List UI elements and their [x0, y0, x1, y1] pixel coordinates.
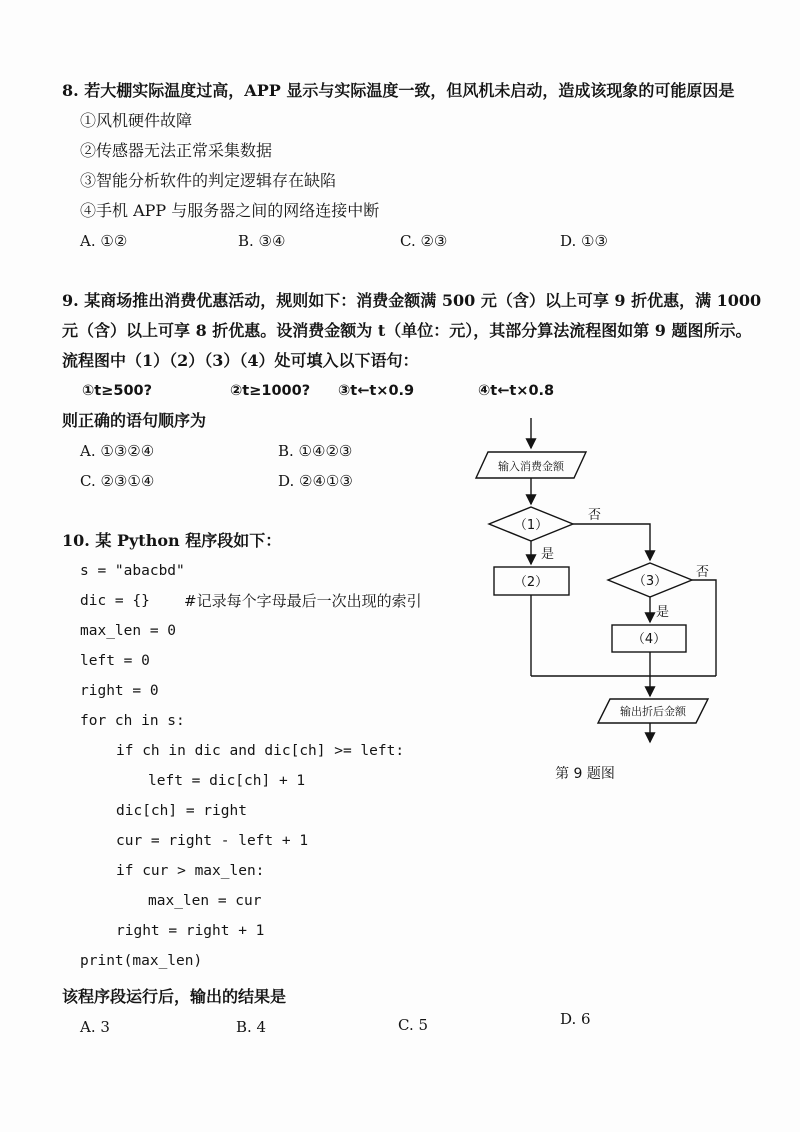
- q8-item-3: ③智能分析软件的判定逻辑存在缺陷: [80, 171, 337, 190]
- code-line-13: right = right + 1: [116, 923, 265, 939]
- code-line-7: if ch in dic and dic[ch] >= left:: [116, 743, 405, 759]
- q9-statement-4: ④t←t×0.8: [478, 383, 555, 399]
- code-line-11: if cur > max_len:: [116, 863, 265, 879]
- q10-option-a: A. 3: [80, 1018, 110, 1036]
- code-line-12: max_len = cur: [148, 893, 262, 909]
- code-line-5: right = 0: [80, 683, 159, 699]
- decision-1-yes-label: 是: [541, 547, 555, 562]
- q9-statement-1: ①t≥500?: [82, 383, 153, 399]
- q10-option-c: C. 5: [398, 1016, 429, 1034]
- q9-statement-2: ②t≥1000?: [230, 383, 311, 399]
- q9-option-a: A. ①③②④: [80, 442, 155, 460]
- q8-item-2: ②传感器无法正常采集数据: [80, 141, 273, 160]
- q8-stem: 8. 若大棚实际温度过高，APP 显示与实际温度一致，但风机未启动，造成该现象的可能原因是: [62, 81, 735, 100]
- code-line-8: left = dic[ch] + 1: [148, 773, 306, 789]
- code-line-3: max_len = 0: [80, 623, 177, 639]
- q9-stem-line-1: 9. 某商场推出消费优惠活动，规则如下：消费金额满 500 元（含）以上可享 9 折优惠，满 1000: [62, 291, 762, 310]
- decision-3-no-label: 否: [696, 565, 710, 580]
- code-comment: #记录每个字母最后一次出现的索引: [184, 592, 422, 610]
- process-2-label: （2）: [513, 575, 549, 590]
- code-line-2: dic = {}: [80, 593, 150, 609]
- q9-option-b: B. ①④②③: [278, 442, 353, 460]
- code-line-1: s = "abacbd": [80, 563, 185, 579]
- decision-1-no-label: 否: [588, 508, 602, 523]
- q10-stem: 10. 某 Python 程序段如下：: [62, 531, 282, 550]
- q8-option-a: A. ①②: [80, 232, 128, 250]
- process-4-label: （4）: [631, 632, 667, 647]
- q10-option-b: B. 4: [236, 1018, 267, 1036]
- code-line-10: cur = right - left + 1: [116, 833, 309, 849]
- code-line-6: for ch in s:: [80, 713, 185, 729]
- q10-prompt: 该程序段运行后，输出的结果是: [62, 987, 287, 1006]
- q9-statement-3: ③t←t×0.9: [338, 383, 415, 399]
- q8-item-4: ④手机 APP 与服务器之间的网络连接中断: [80, 201, 380, 220]
- q8-item-1: ①风机硬件故障: [80, 111, 193, 130]
- code-line-9: dic[ch] = right: [116, 803, 247, 819]
- flow-line-d3-no: [692, 580, 716, 676]
- q9-stem-line-3: 流程图中（1）（2）（3）（4）处可填入以下语句：: [62, 351, 419, 370]
- output-label: 输出折后金额: [620, 705, 686, 718]
- flow-arrow-d1-no: [573, 524, 650, 560]
- decision-1-label: （1）: [513, 518, 549, 533]
- decision-3-yes-label: 是: [656, 605, 670, 620]
- q10-option-d: D. 6: [560, 1010, 591, 1028]
- code-line-4: left = 0: [80, 653, 150, 669]
- q8-option-c: C. ②③: [400, 232, 448, 250]
- q9-option-d: D. ②④①③: [278, 472, 353, 490]
- flowchart: [460, 410, 750, 800]
- decision-3-label: （3）: [632, 574, 668, 589]
- flowchart-caption: 第 9 题图: [555, 766, 615, 782]
- q9-option-c: C. ②③①④: [80, 472, 155, 490]
- q8-option-b: B. ③④: [238, 232, 286, 250]
- q8-option-d: D. ①③: [560, 232, 608, 250]
- q9-stem-line-2: 元（含）以上可享 8 折优惠。设消费金额为 t（单位：元），其部分算法流程图如第 9 题图所示。: [62, 321, 752, 340]
- q9-prompt: 则正确的语句顺序为: [62, 411, 207, 430]
- input-label: 输入消费金额: [498, 460, 564, 473]
- code-line-14: print(max_len): [80, 953, 203, 969]
